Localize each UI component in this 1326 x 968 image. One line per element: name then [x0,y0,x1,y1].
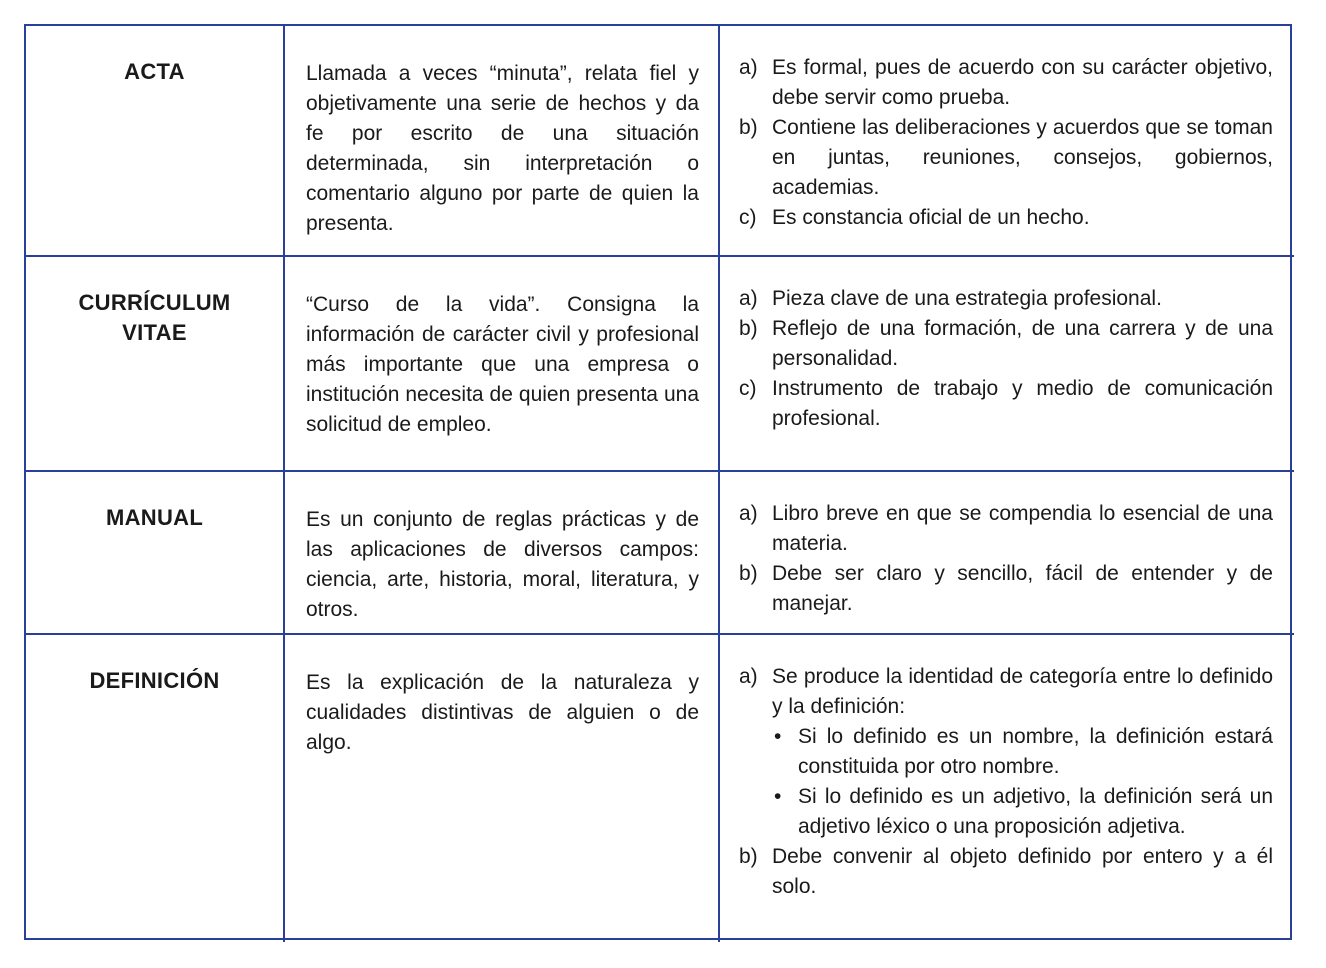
bullet-icon: • [774,725,782,748]
item-text: Es formal, pues de acuerdo con su carácter objetivo, debe servir como prueba. [772,56,1273,109]
term-cell [26,471,284,634]
characteristics-cell [719,26,1294,256]
item-text: Contiene las deliberaciones y acuerdos que se toman en juntas, reuniones, consejos, gobiernos, academias. [772,116,1273,199]
item-marker: c) [739,377,757,400]
item-body [772,662,1273,842]
item-text: Reflejo de una formación, de una carrera y de una personalidad. [772,317,1273,370]
item-text: Libro breve en que se compendia lo esencial de una materia. [772,502,1273,555]
table-row-acta [26,26,1294,256]
characteristic-item [739,314,1273,374]
bullet-text: Si lo definido es un adjetivo, la definición será un adjetivo léxico o una proposición adjetiva. [798,785,1273,838]
characteristic-item [739,113,1273,203]
description-cell [284,471,719,634]
description-text: Es la explicación de la naturaleza y cualidades distintivas de alguien o de algo. [306,671,699,754]
term-label: DEFINICIÓN [89,668,220,693]
definitions-table-frame [24,24,1292,940]
term-cell [26,634,284,942]
bullet-icon: • [774,785,782,808]
bullet-item [772,722,1273,782]
item-marker: a) [739,287,758,310]
table-row-manual [26,471,1294,634]
description-cell [284,256,719,471]
characteristic-item [739,842,1273,902]
item-marker: a) [739,502,758,525]
term-cell [26,26,284,256]
table-row-curriculum-vitae [26,256,1294,471]
item-text: Se produce la identidad de categoría entre lo definido y la definición: [772,665,1273,718]
definitions-table [26,26,1294,942]
bullet-list [772,722,1273,842]
characteristic-item [739,53,1273,113]
term-cell [26,256,284,471]
characteristic-item [739,499,1273,559]
item-text: Pieza clave de una estrategia profesional. [772,287,1162,310]
term-label: MANUAL [105,505,204,530]
item-text: Es constancia oficial de un hecho. [772,206,1090,229]
characteristic-item [739,284,1273,314]
item-marker: a) [739,665,758,688]
item-text: Debe ser claro y sencillo, fácil de entender y de manejar. [772,562,1273,615]
term-label-line-2: VITAE [122,320,187,345]
characteristic-item [739,559,1273,619]
item-marker: b) [739,562,758,585]
description-cell [284,634,719,942]
term-label-line-1: CURRÍCULUM [78,290,231,315]
table-row-definicion [26,634,1294,942]
item-marker: b) [739,845,758,868]
characteristic-item [739,662,1273,842]
characteristics-cell [719,471,1294,634]
term-label: ACTA [124,59,185,84]
characteristics-cell [719,256,1294,471]
item-marker: b) [739,116,758,139]
description-text: Es un conjunto de reglas prácticas y de las aplicaciones de diversos campos: ciencia, arte, historia, moral, literatura, y otros. [306,508,699,621]
description-text: “Curso de la vida”. Consigna la información de carácter civil y profesional más importante que una empresa o institución necesita de quien presenta una solicitud de empleo. [306,293,699,436]
item-text: Debe convenir al objeto definido por entero y a él solo. [772,845,1273,898]
item-text: Instrumento de trabajo y medio de comunicación profesional. [772,377,1273,430]
characteristic-item [739,374,1273,434]
item-marker: a) [739,56,758,79]
characteristics-cell [719,634,1294,942]
bullet-item [772,782,1273,842]
characteristic-item [739,203,1273,233]
bullet-text: Si lo definido es un nombre, la definición estará constituida por otro nombre. [798,725,1273,778]
description-text: Llamada a veces “minuta”, relata fiel y objetivamente una serie de hechos y da fe por escrito de una situación determinada, sin interpretación o comentario alguno por parte de quien la presenta. [306,62,699,235]
description-cell [284,26,719,256]
item-marker: c) [739,206,757,229]
item-marker: b) [739,317,758,340]
